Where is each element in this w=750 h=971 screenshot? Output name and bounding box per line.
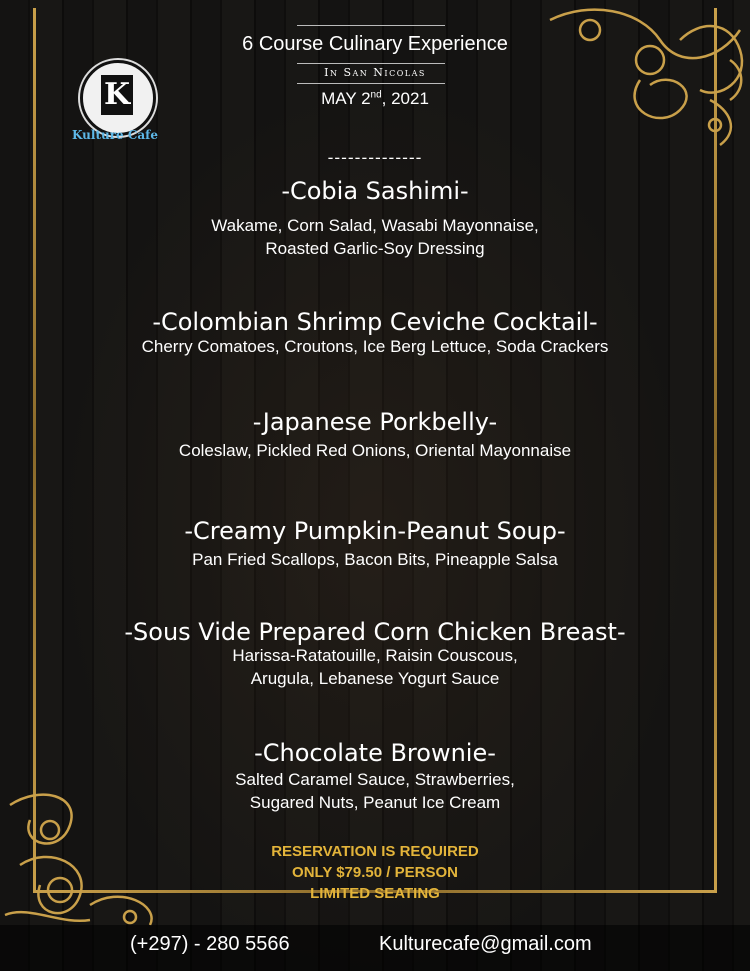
reservation-info — [0, 841, 750, 904]
course-description: Harissa-Ratatouille, Raisin Couscous, Arugula, Lebanese Yogurt Sauce — [232, 646, 518, 688]
footer-bar — [0, 925, 750, 971]
header-rule-bottom — [297, 83, 445, 84]
course-description: Pan Fried Scallops, Bacon Bits, Pineapple Salsa — [192, 550, 558, 569]
kulture-cafe-logo — [80, 60, 156, 136]
limited-seating-text: LIMITED SEATING — [310, 885, 440, 902]
course-description: Salted Caramel Sauce, Strawberries, Sugared Nuts, Peanut Ice Cream — [235, 770, 515, 812]
event-date-main: MAY 2 — [321, 89, 371, 108]
course-name: -Sous Vide Prepared Corn Chicken Breast- — [124, 618, 626, 646]
event-date-year: , 2021 — [381, 89, 429, 108]
price-text: ONLY $79.50 / PERSON — [292, 864, 458, 881]
header-rule-middle — [297, 63, 445, 64]
course-description: Coleslaw, Pickled Red Onions, Oriental Mayonnaise — [178, 441, 572, 460]
course-name: -Cobia Sashimi- — [281, 177, 469, 205]
event-location: In San Nicolas — [324, 66, 426, 79]
course-name: -Chocolate Brownie- — [254, 739, 496, 767]
reservation-required-text: RESERVATION IS REQUIRED — [271, 843, 479, 860]
logo-letter: K — [101, 75, 133, 115]
course-description: Cherry Comatoes, Croutons, Ice Berg Lettuce, Soda Crackers — [141, 337, 609, 356]
course-description: Wakame, Corn Salad, Wasabi Mayonnaise, Roasted Garlic-Soy Dressing — [211, 216, 539, 258]
course-name: -Creamy Pumpkin-Peanut Soup- — [184, 517, 566, 545]
event-title: 6 Course Culinary Experience — [242, 33, 508, 55]
event-date-suffix: nd — [370, 89, 382, 101]
separator-dashes: -------------- — [327, 148, 423, 167]
header-rule-top — [297, 25, 445, 26]
course-name: -Colombian Shrimp Ceviche Cocktail- — [152, 308, 598, 336]
course-name: -Japanese Porkbelly- — [252, 408, 498, 436]
email-address[interactable]: Kulturecafe@gmail.com — [379, 933, 592, 955]
logo-name: Kulture Cafe — [72, 128, 158, 142]
phone-number[interactable]: (+297) - 280 5566 — [130, 933, 290, 955]
